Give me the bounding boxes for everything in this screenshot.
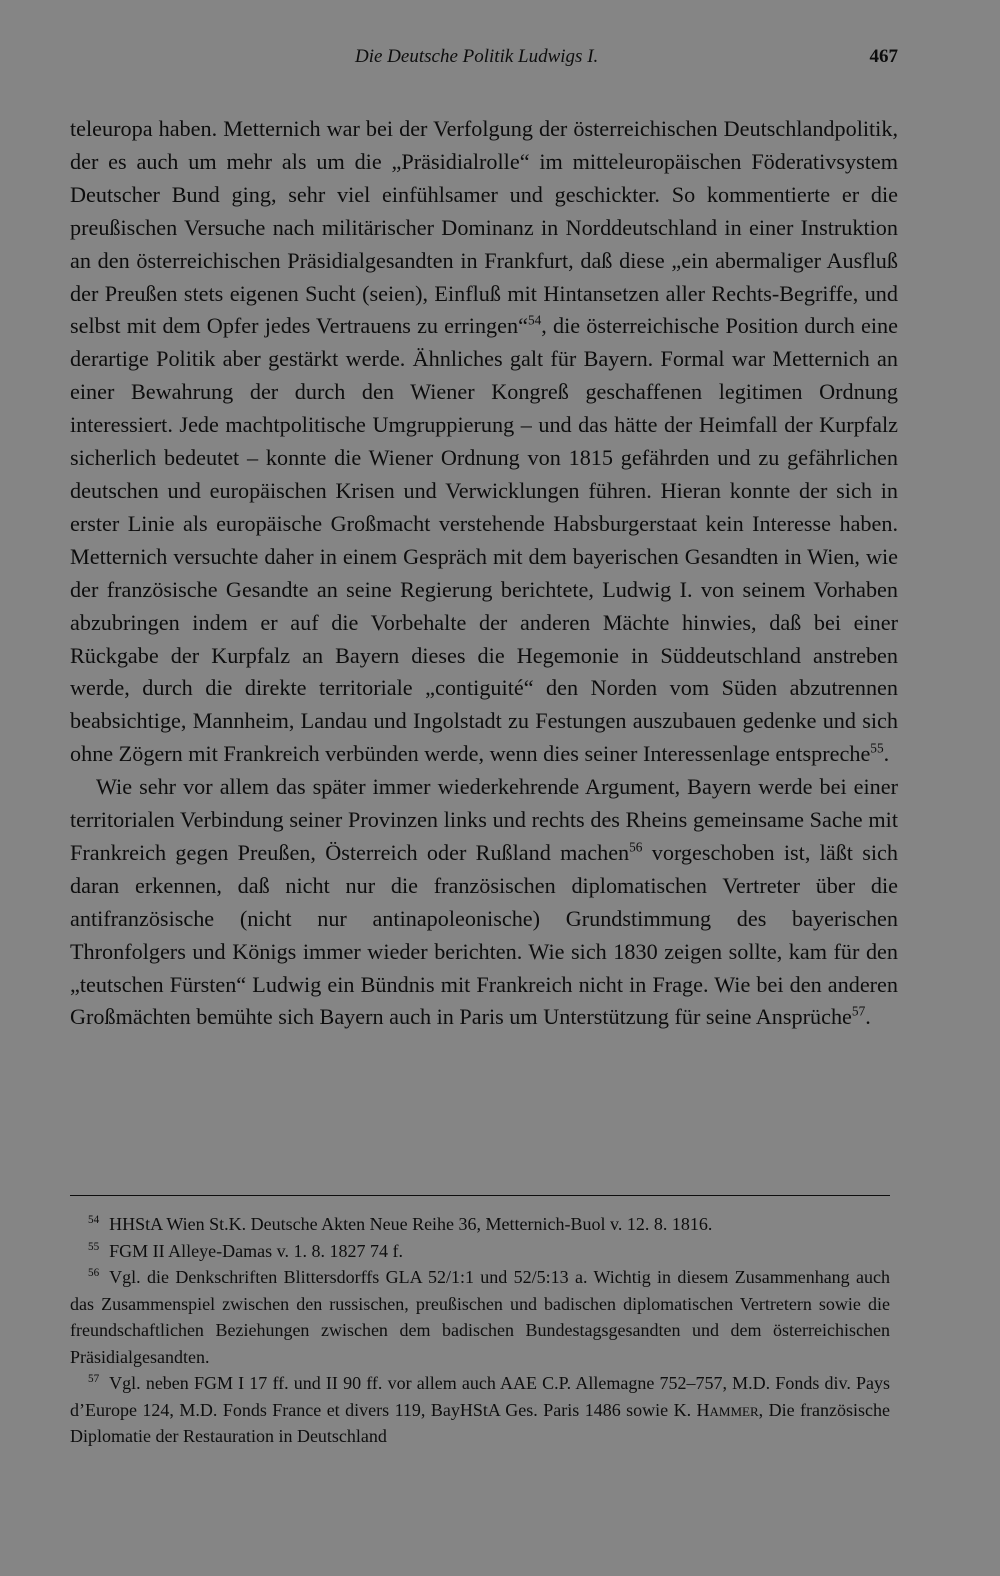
footnote-text: FGM II Alleye-Damas v. 1. 8. 1827 74 f. bbox=[109, 1240, 403, 1261]
footnote-separator bbox=[70, 1195, 890, 1196]
footnote-text: , Die französische Diplomatie der Restauration in Deutschland bbox=[70, 1399, 890, 1446]
footnote-55 bbox=[70, 1238, 890, 1265]
footnote-number: 56 bbox=[88, 1267, 100, 1279]
paragraph-1 bbox=[70, 113, 898, 771]
footnote-54 bbox=[70, 1211, 890, 1238]
footnote-number: 55 bbox=[88, 1240, 100, 1253]
footnote-author: K. Hammer bbox=[673, 1399, 759, 1420]
paragraph-1-part-a: teleuropa haben. Metternich war bei der Verfolgung der österreichischen Deutschlandpolitik, der es auch um mehr als um die „Präsidialrolle“ im mitteleuropäischen Föderativsystem Deutscher Bund ging, sehr viel einfühlsamer und geschickter. So kommentierte er die preußischen Versuche nach militärischer Dominanz in Norddeutschland in einer Instruktion an den österreichischen Präsidialgesandten in Frankfurt, daß diese „ein abermaliger Ausfluß der Preußen stets eigenen Sucht (seien), Einfluß mit Hintansetzen aller Rechts-Begriffe, und selbst mit dem Opfer jedes Vertrauens zu erringen“ bbox=[70, 116, 898, 339]
footnote-text: Vgl. neben FGM I 17 ff. und II 90 ff. vor allem auch AAE C.P. Allemagne 752–757, M.D. Fonds div. Pays d’Europe 124, M.D. Fonds France et divers 119, BayHStA Ges. Paris 1486 sowie bbox=[70, 1373, 890, 1420]
paragraph-2-part-b: vorgeschoben ist, läßt sich daran erkennen, daß nicht nur die französischen diplomatischen Vertreter über die antifranzösische (nicht nur antinapoleonische) Grundstimmung des bayerischen Thronfolgers und Königs immer wieder berichten. Wie sich 1830 zeigen sollte, kam für den „teutschen Fürsten“ Ludwig ein Bündnis mit Frankreich nicht in Frage. Wie bei den anderen Großmächten bemühte sich Bayern auch in Paris um Unterstützung für seine Ansprüche bbox=[70, 839, 898, 1030]
running-header bbox=[70, 44, 898, 76]
footnote-56 bbox=[70, 1264, 890, 1370]
footnote-ref-56: 56 bbox=[629, 839, 643, 855]
footnote-text: HHStA Wien St.K. Deutsche Akten Neue Reihe 36, Metternich-Buol v. 12. 8. 1816. bbox=[109, 1214, 713, 1234]
footnote-text: Vgl. die Denkschriften Blittersdorffs GLA 52/1:1 und 52/5:13 a. Wichtig in diesem Zusammenhang auch das Zusammenspiel zwischen den russischen, preußischen und badischen diplomatischen Vertretern sowie die freundschaftlichen Beziehungen zwischen dem badischen Bundestagsgesandten und dem österreichischen Präsidialgesandten. bbox=[70, 1267, 890, 1367]
paragraph-2-part-a: Wie sehr vor allem das später immer wiederkehrende Argument, Bayern werde bei einer territorialen Verbindung seiner Provinzen links und rechts des Rheins gemeinsame Sache mit Frankreich gegen Preußen, Österreich oder Rußland machen bbox=[70, 774, 898, 865]
paragraph-2 bbox=[70, 771, 898, 1034]
footnote-ref-57: 57 bbox=[851, 1004, 866, 1020]
body-text bbox=[70, 113, 898, 1034]
paragraph-1-part-c: . bbox=[883, 741, 890, 767]
footnote-number: 54 bbox=[88, 1214, 100, 1226]
page-number: 467 bbox=[869, 46, 898, 67]
footnote-57 bbox=[70, 1370, 890, 1450]
footnote-number: 57 bbox=[88, 1373, 100, 1385]
running-title: Die Deutsche Politik Ludwigs I. bbox=[355, 46, 599, 67]
footnote-ref-54: 54 bbox=[527, 313, 542, 329]
footnotes bbox=[70, 1211, 890, 1450]
paragraph-1-part-b: , die österreichische Position durch eine derartige Politik aber gestärkt werde. Ähnliches galt für Bayern. Formal war Metternich an einer Bewahrung der durch den Wiener Kongreß geschaffenen legitimen Ordnung interessiert. Jede machtpolitische Umgruppierung – und das hätte der Heimfall der Kurpfalz sicherlich bedeutet – konnte die Wiener Ordnung von 1815 gefährden und zu gefährlichen deutschen und europäischen Krisen und Verwicklungen führen. Hieran konnte der sich in erster Linie als europäische Großmacht verstehende Habsburgerstaat kein Interesse haben. Metternich versuchte daher in einem Gespräch mit dem bayerischen Gesandten in Wien, wie der französische Gesandte an seine Regierung berichtete, Ludwig I. von seinem Vorhaben abzubringen indem er auf die Vorbehalte der anderen Mächte hinwies, daß bei einer Rückgabe der Kurpfalz an Bayern dieses die Hegemonie in Süddeutschland anstreben werde, durch die direkte territoriale „contiguité“ den Norden vom Süden abzutrennen beabsichtige, Mannheim, Landau und Ingolstadt zu Festungen auszubauen gedenke und sich ohne Zögern mit Frankreich verbünden werde, wenn dies seiner Interessenlage entspreche bbox=[70, 313, 898, 767]
paragraph-2-part-c: . bbox=[865, 1004, 871, 1030]
footnote-ref-55: 55 bbox=[870, 740, 884, 756]
